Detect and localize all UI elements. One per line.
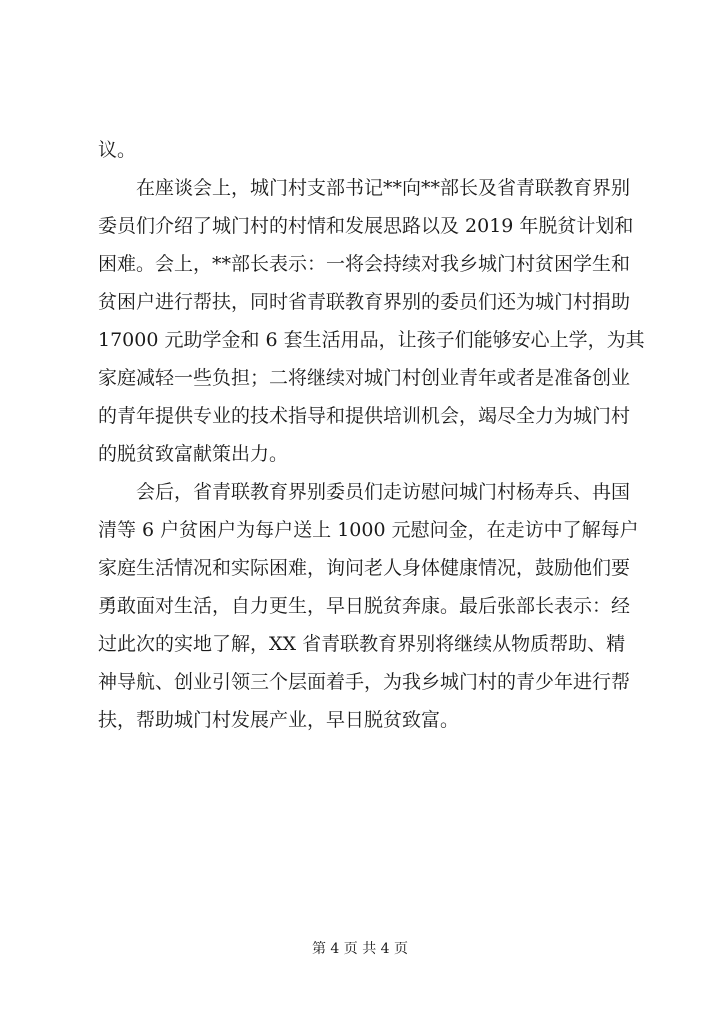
paragraph-line: 17000 元助学金和 6 套生活用品，让孩子们能够安心上学，为其 <box>98 329 645 351</box>
paragraph-line: 家庭减轻一些负担；二将继续对城门村创业青年或者是准备创业 <box>98 367 631 389</box>
paragraph-line: 贫困户进行帮扶，同时省青联教育界别的委员们还为城门村捐助 <box>98 291 631 313</box>
paragraph-line: 困难。会上，**部长表示：一将会持续对我乡城门村贫困学生和 <box>98 253 631 275</box>
paragraph-line: 神导航、创业引领三个层面着手，为我乡城门村的青少年进行帮 <box>98 671 631 693</box>
paragraph-line: 委员们介绍了城门村的村情和发展思路以及 2019 年脱贫计划和 <box>98 215 634 237</box>
page-number-footer: 第 4 页 共 4 页 <box>311 941 409 957</box>
paragraph-line: 家庭生活情况和实际困难，询问老人身体健康情况，鼓励他们要 <box>98 557 631 579</box>
paragraph-line: 的青年提供专业的技术指导和提供培训机会，竭尽全力为城门村 <box>98 405 631 427</box>
paragraph-line: 议。 <box>98 139 137 161</box>
paragraph-line: 过此次的实地了解，XX 省青联教育界别将继续从物质帮助、精 <box>98 633 626 655</box>
paragraph-line: 扶，帮助城门村发展产业，早日脱贫致富。 <box>98 709 460 731</box>
paragraph-line: 的脱贫致富献策出力。 <box>98 443 289 465</box>
paragraph-line: 在座谈会上，城门村支部书记**向**部长及省青联教育界别 <box>136 177 631 199</box>
paragraph-line: 会后，省青联教育界别委员们走访慰问城门村杨寿兵、冉国 <box>136 481 631 503</box>
paragraph-line: 勇敢面对生活，自力更生，早日脱贫奔康。最后张部长表示：经 <box>98 595 631 617</box>
paragraph-line: 清等 6 户贫困户为每户送上 1000 元慰问金，在走访中了解每户 <box>98 519 639 541</box>
